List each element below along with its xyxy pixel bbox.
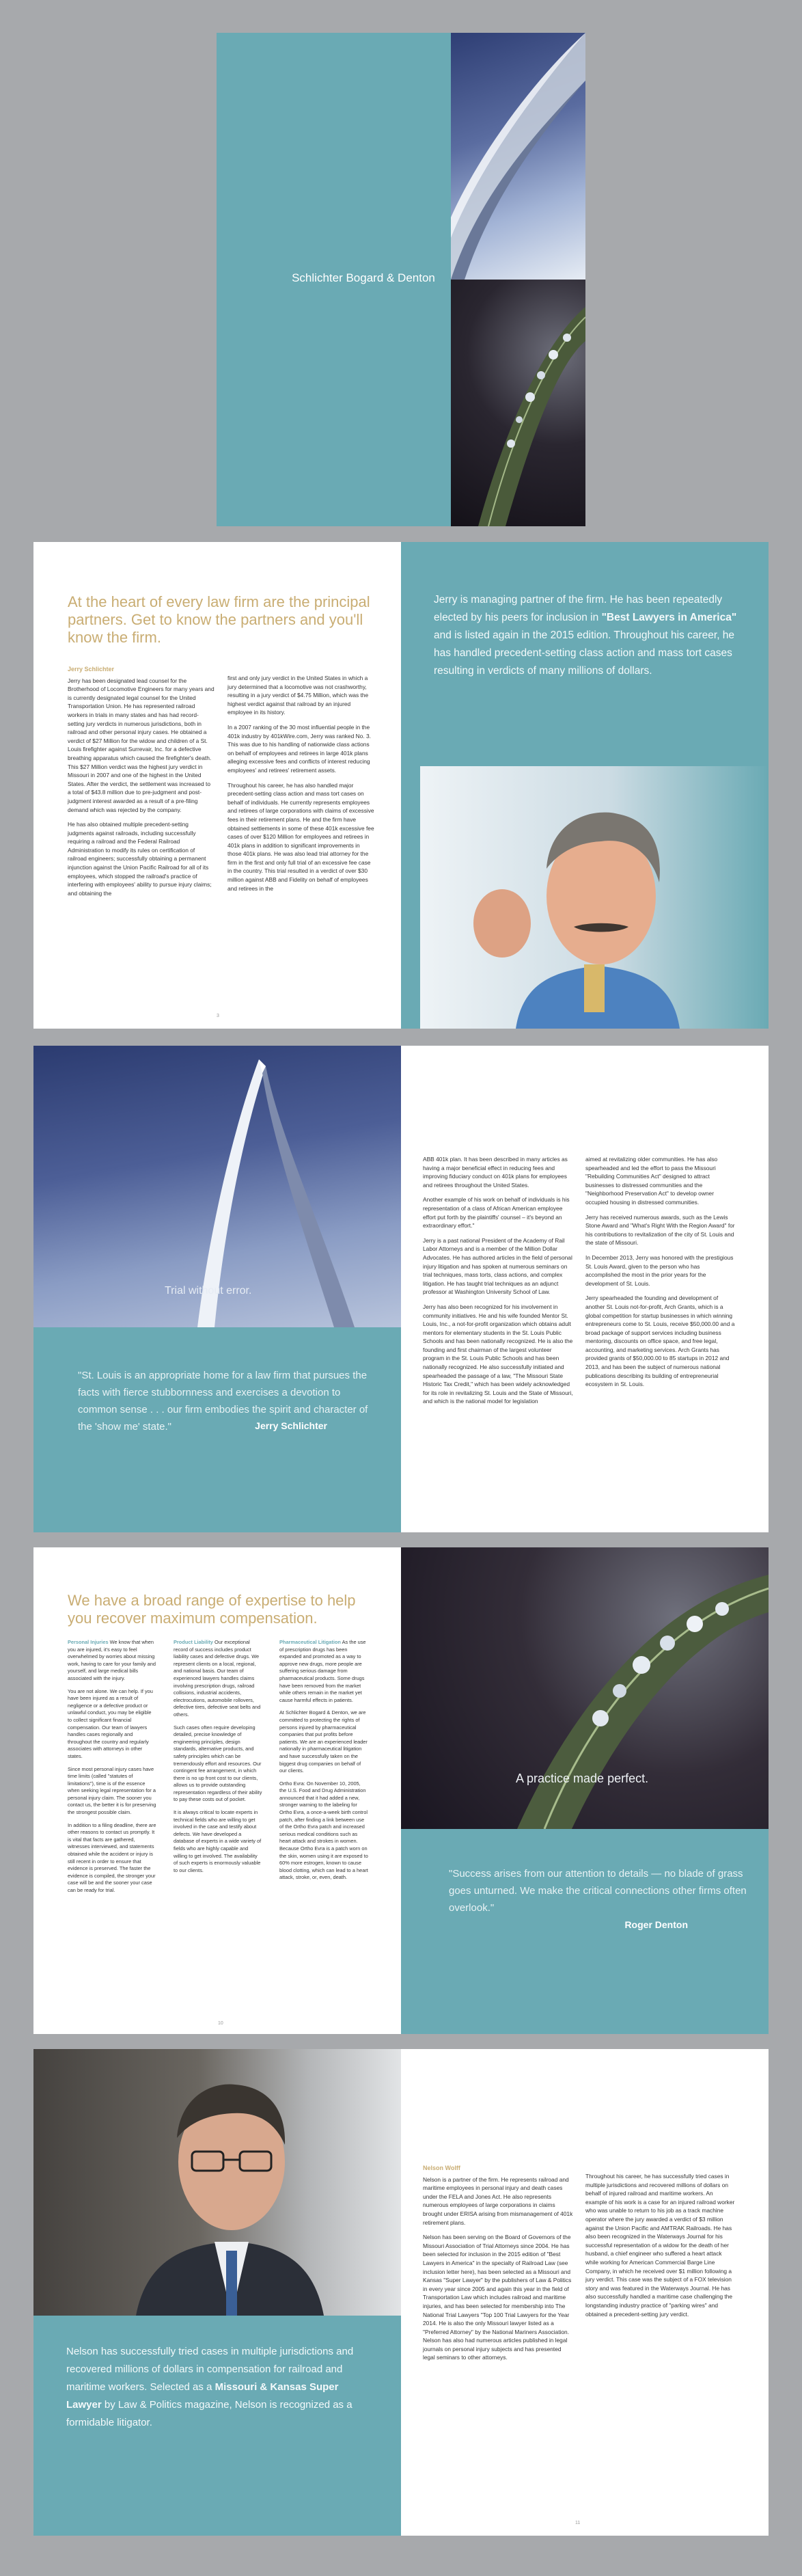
paragraph: Pharmaceutical Litigation As the use of prescription drugs has been expanded and promoted as a way to approve new drugs, more people are suffering serious damage from pharmaceutical products. Some drugs have been removed from the market while others remain in the market yet cause harmful effects in patients. [279,1639,366,1703]
page-number: 10 [218,2021,223,2026]
quote-author: Roger Denton [624,1919,688,1930]
paragraph: Throughout his career, he has successfully tried cases in multiple jurisdictions and recovered millions of dollars on behalf of injured railroad and maritime workers. An example of his work is a case for an injured railroad worker who was unable to return to his job as a track machine operator where the jury awarded a verdict of $3 million against the Union Pacific and AMTRAK Railroads. He has also been recognized in the Waterways Journal for his successful representation of a widow for the death of her husband, a chief engineer who suffered a heart attack while working for American Commercial Barge Line Company, in which he received over $1 million following a jury verdict. This case was the subject of a FOX television story and was featured in the Waterways Journal. He has also successfully handled a maritime case challenging the longstanding industry practice of "parking wires" and obtained a precedent-setting jury verdict. [585,2173,735,2318]
paragraph: aimed at revitalizing older communities. He has also spearheaded and led the effort to pass the Missouri "Rebuilding Communities Act" designed to attract businesses to distressed communities and the "Neighborhood Preservation Act" to develop owner occupied housing in distressed communities. [585,1156,718,1206]
cover-title: Schlichter Bogard & Denton [292,271,435,284]
paragraph: In addition to a filing deadline, there are other reasons to contact us promptly. It is vital that facts are gathered, witnesses interviewed, and statements obtained while the accident or injury is still recent in order to ensure that evidence is preserved. The faster the evidence is compiled, the stronger your case will be and the sooner your case can be ready for trial. [68,1821,156,1893]
spread4-col1 [423,2164,573,2368]
leaf-graphic [401,1547,769,1829]
jerry-schlichter-portrait [420,766,769,1029]
arch-photo [33,1046,401,1327]
paragraph: Jerry is a past national President of the Academy of Rail Labor Attorneys and is a member of the Million Dollar Advocates. He has authored articles in the field of personal injury litigation and has spoken at numerous seminars on trial techniques, mass torts, class actions, and complex litigation. He has taught trial techniques as an adjunct professor at Washington University School of Law. [423,1236,572,1296]
spread3-headline: We have a broad range of expertise to help you recover maximum compensation. [68,1592,356,1627]
paragraph: At Schlichter Bogard & Denton, we are committed to protecting the rights of persons injured by pharmaceutical companies that put profits before patients. We are an experienced leader nationally in pharmaceutical litigation and have successfully taken on the biggest drug companies on behalf of our clients. [279,1709,368,1774]
paragraph: You are not alone. We can help. If you have been injured as a result of negligence or a defective product or unlawful conduct, you may be eligible to collect significant financial compensation. Our team of lawyers handles cases regionally and throughout the country and regularly associates with attorneys in other states. [68,1687,153,1759]
section-title: Product Liability [174,1639,213,1645]
paragraph: Jerry has been designated lead counsel for the Brotherhood of Locomotive Engineers for many years and is currently designated legal counsel for the United Transportation Union. He has represented railroad workers in trials in many states and has had record-setting jury verdicts in numerous jurisdictions, both in railroad and other personal injury cases. He obtained a verdict of $27 Million for the widow and children of a St. Louis firefighter against Surrevair, Inc. for a defective breathing apparatus which caused the firefighter's death. This $27 Million verdict was the highest jury verdict in Missouri in 2007 and one of the highest in the United States. After the verdict, the settlement was increased to a total of $43.8 million due to pre-judgment and post-judgment interest awarded as a result of a pre-filing demand which was rejected by the company. [68,677,215,813]
paragraph: Another example of his work on behalf of individuals is his representation of a class of African American employee effort put forth by the plaintiffs' counsel – it's beyond an extraordinary effort." [423,1196,570,1230]
nelson-wolff-portrait [33,2049,401,2316]
paragraph: He has also obtained multiple precedent-setting judgments against railroads, including successfully requiring a railroad and the Federal Railroad Administration to modify its rules on certification of railroad engineers; successfully obtaining a permanent injunction against the Union Pacific Railroad for all of its employees, which stopped the railroad's practice of interfering with employees' ability to pursue injury claims; and obtaining the [68,821,212,897]
spread1-col1 [68,665,215,904]
cover-arch-photo [451,33,585,280]
paragraph: Such cases often require developing detailed, precise knowledge of engineering principles, design standards, alternative products, and safety principles which can be tremendously effort and resources. Our contingent fee arrangement, in which there is no up front cost to our clients, allows us to provide outstanding representation regardless of their ability to pay these costs out of pocket. [174,1724,262,1803]
spread1-right-page [401,542,769,1029]
spread1-col2 [227,674,374,899]
spread1-intro-text: Jerry is managing partner of the firm. He has been repeatedly elected by his peers for inclusion in "Best Lawyers in America" and is listed again in the 2015 edition. Throughout his career, he has handled precedent-setting class action and mass tort cases resulting in verdicts of many millions of dollars. [434,594,737,677]
paragraph: In a 2007 ranking of the 30 most influential people in the 401k industry by 401kWire.com, Jerry was ranked No. 3. This was due to his handling of nationwide class actions on behalf of employees and retirees in large 401k plans alleging excessive fees and conflicts of interest reducing employees' and retirees' retirement assets. [227,723,371,774]
page-number: 11 [575,2521,581,2525]
spread1-left-page [33,542,401,1029]
leaf-graphic [451,280,585,526]
cover-page [217,33,585,526]
paragraph: In December 2013, Jerry was honored with the prestigious St. Louis Award, given to the person who has accomplished the most in the prior years for the development of St. Louis. [585,1253,734,1287]
spread3-left-page [33,1547,401,2034]
spread4-col2 [585,2172,736,2324]
partner-name: Nelson Wolff [423,2165,460,2171]
spread4-intro-text: Nelson has successfully tried cases in multiple jurisdictions and recovered millions of dollars in compensation for railroad and maritime workers. Selected as a Missouri & Kansas Super Lawyer by Law & Politics magazine, Nelson is recognized as a formidable litigator. [66,2346,354,2428]
spread2-col1 [423,1155,573,1412]
leaf-droplets-photo [401,1547,769,1829]
spread3-right-page [401,1547,769,2034]
section-title: Personal Injuries [68,1639,109,1645]
cover-leaf-photo [451,280,585,526]
spread4-right-page [401,2049,769,2536]
page-number: 3 [217,1014,219,1018]
practice-col-personal-injuries [68,1639,156,1900]
quote-author: Jerry Schlichter [255,1420,327,1431]
spread4-left-page [33,2049,401,2536]
partner-name: Jerry Schlichter [68,666,115,673]
best-lawyers-emphasis: "Best Lawyers in America" [601,612,737,623]
section-title: Pharmaceutical Litigation [279,1639,341,1645]
paragraph: Jerry spearheaded the founding and development of another St. Louis not-for-profit, Arch Grants, which is a global competition for startup businesses in which winning entrepreneurs come to St. Louis, receive $50,000.00 and a broad package of support services including business mentoring, discounts on office space, and free legal, accounting, and marketing services. Arch Grants has provided grants of $50,000.00 to 85 startups in 2012 and 2013, and has been the subject of numerous national publications describing its building of entrepreneurial ecosystem in St. Louis. [585,1294,735,1388]
paragraph: It is always critical to locate experts in technical fields who are willing to get involved in the case and testify about defects. We have developed a database of experts in a wide variety of fields who are highly capable and willing to get involved. The availability of such experts is enormously valuable to our clients. [174,1809,262,1873]
arch-graphic [451,33,585,280]
paragraph: ABB 401k plan. It has been described in many articles as having a major beneficial effect in reducing fees and improving fiduciary conduct on 401k plans for employees and retirees throughout the United States. [423,1156,568,1189]
practice-col-product-liability [174,1639,262,1880]
portrait-graphic [420,766,769,1029]
paragraph: Ortho Evra: On November 10, 2005, the U.S. Food and Drug Administration announced that it had added a new, stronger warning to the labeling for Ortho Evra, a once-a-week birth control patch, after finding a link between use of the Ortho Evra patch and increased serious medical conditions such as heart attack and strokes in women. Because Ortho Evra is a patch worn on the skin, women using it are exposed to 60% more estrogen, known to cause blood clotting, which can lead to a heart attack, stroke, or, even, death. [279,1780,368,1881]
paragraph: Since most personal injury cases have time limits (called "statutes of limitations"), time is of the essence when seeking legal representation for a personal injury claim. The sooner you contact us, the better it is for preserving the strongest possible claim. [68,1765,156,1816]
paragraph: Jerry has also been recognized for his involvement in community initiatives. He and his wife founded Mentor St. Louis, Inc., a not-for-profit organization which obtains adult mentors for elementary students in the St. Louis Public Schools and has been nationally recognized. He is also the founding and first chairman of the largest volunteer program in the St. Louis Public Schools and has been nationally recognized. He also successfully initiated and spearheaded the passage of a law, "The Missouri State Historic Tax Credit," which has been widely acknowledged for its role in revitalizing St. Louis and the State of Missouri, and which is the national model for legislation [423,1303,573,1405]
paragraph: Nelson has been serving on the Board of Governors of the Missouri Association of Trial Attorneys since 2004. He has been selected for inclusion in the 2015 edition of "Best Lawyers in America" in the specialty of Railroad Law (see inclusion letter here), has been selected as a Missouri and Kansas "Super Lawyer" by the publishers of Law & Politics in every year since 2005 and again this year in the field of Transportation Law which includes railroad and maritime injuries, and has been selected for membership into The National Trial Lawyers "Top 100 Trial Lawyers for the Year 2014. He is also the only Missouri lawyer listed as a "Preferred Attorney" by the National Mariners Association. Nelson has also had numerous articles published in legal journals on personal injury subjects and has presented legal seminars to other attorneys. [423,2234,572,2361]
spread1-headline: At the heart of every law firm are the principal partners. Get to know the partners and you'll know the firm. [68,593,370,646]
pull-quote: "St. Louis is an appropriate home for a law firm that pursues the facts with fierce stubbornness and exercises a devotion to common sense . . . our firm embodies the spirit and character of the 'show me' state." [78,1370,368,1433]
paragraph: Jerry has received numerous awards, such as the Lewis Stone Award and "What's Right With the Region Award" for his contributions to revitalization of the city of St. Louis and the state of Missouri. [585,1213,735,1247]
spread2-col2 [585,1155,736,1395]
paragraph: Personal Injuries We know that when you are injured, it's easy to feel overwhelmed by worries about missing work, having to care for your family and yourself, and large medical bills associated with the injury. [68,1639,156,1681]
photo-caption: A practice made perfect. [516,1772,649,1785]
spread2-right-page [401,1046,769,1532]
photo-caption: Trial without error. [165,1285,252,1297]
paragraph: Nelson is a partner of the firm. He represents railroad and maritime employees in personal injury and death cases under the FELA and Jones Act. He also represents numerous employees of large corporations in claims brought under ERISA arising from mismanagement of 401k retirement plans. [423,2175,573,2226]
paragraph: first and only jury verdict in the United States in which a jury determined that a locomotive was not crashworthy, resulting in a jury verdict of $4.75 Million, which was the highest verdict against that railroad by an injured employee in its history. [227,675,369,716]
practice-col-pharmaceutical [279,1639,368,1887]
spread2-left-page [33,1046,401,1532]
super-lawyer-emphasis: Missouri & Kansas Super Lawyer [66,2381,339,2411]
pull-quote: "Success arises from our attention to details — no blade of grass goes unturned. We make the critical connections other firms often overlook." [449,1868,747,1914]
paragraph: Product Liability Our exceptional record of success includes product liability cases and defective drugs. We represent clients on a local, regional, and national basis. Our team of experienced lawyers handles claims involving prescription drugs, railroad collisions, industrial accidents, electrocutions, automobile rollovers, defective tires, defective seat belts and others. [174,1639,261,1718]
portrait-graphic [33,2049,401,2316]
paragraph: Throughout his career, he has also handled major precedent-setting class action and mass tort cases on behalf of individuals. He currently represents employees and retirees of large corporations with claims of excessive fees in their retirement plans. He and the firm have obtained settlements in some of these 401k excessive fee cases of over $120 Million for employees and retirees in 401k plans in addition to significant improvements in those 401k plans. He was also lead trial attorney for the firm in the first and only full trial of an excessive fee case in the country. This trial resulted in a verdict of over $30 million against ABB and Fidelity on behalf of employees and retirees in the [227,781,374,892]
